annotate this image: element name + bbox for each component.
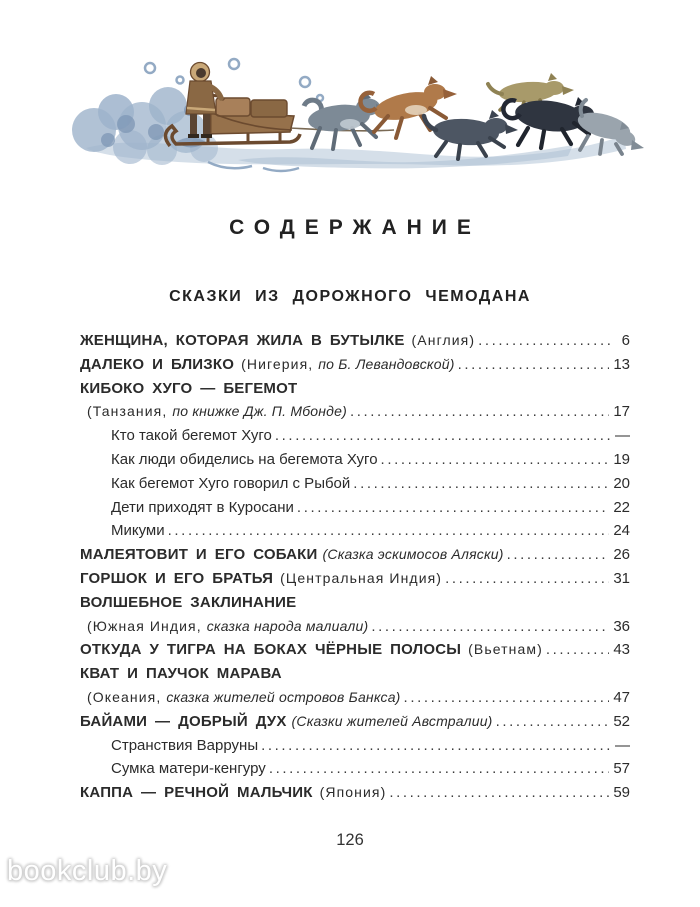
toc-entry xyxy=(80,522,630,546)
section-title: СКАЗКИ ИЗ ДОРОЖНОГО ЧЕМОДАНА xyxy=(169,288,531,305)
toc-entry-page: 13 xyxy=(613,355,630,373)
toc-entry xyxy=(80,332,630,356)
dot-leader xyxy=(445,570,609,587)
toc-entry xyxy=(80,427,630,451)
toc-entry-note: (Вьетнам) xyxy=(468,641,543,658)
toc-entry-page: 57 xyxy=(613,760,630,778)
toc-entry-title: КВАТ И ПАУЧОК МАРАВА xyxy=(80,665,282,683)
toc-entry-page: 36 xyxy=(613,617,630,635)
toc-entry xyxy=(80,784,630,808)
toc-entry-page: 47 xyxy=(613,688,630,706)
toc-entry-note-italic: сказка народа малиали) xyxy=(206,617,369,634)
dot-leader xyxy=(168,522,610,539)
toc-entry-note: (Япония) xyxy=(319,784,387,801)
dog-sled-illustration-svg xyxy=(58,50,648,178)
dot-leader xyxy=(404,689,610,706)
dot-leader xyxy=(297,499,609,516)
toc-entry xyxy=(80,641,630,665)
dog-sled-illustration xyxy=(58,50,648,178)
toc-entry-title: Странствия Варруны xyxy=(111,736,259,754)
toc-entry-title: ОТКУДА У ТИГРА НА БОКАХ ЧЁРНЫЕ ПОЛОСЫ xyxy=(80,641,462,659)
toc-entry-note-italic: по книжке Дж. П. Мбонде) xyxy=(172,403,347,420)
toc-entry xyxy=(80,713,630,737)
dot-leader xyxy=(350,403,609,420)
toc-entry xyxy=(80,665,630,689)
toc-entry-note-italic: (Сказка эскимосов Аляски) xyxy=(322,546,504,563)
toc-entry-page: 6 xyxy=(621,332,630,349)
toc-entry-page: 52 xyxy=(613,712,630,730)
toc-entry-title: ВОЛШЕБНОЕ ЗАКЛИНАНИЕ xyxy=(80,593,297,611)
toc-entry xyxy=(80,618,630,642)
toc-entry-page: — xyxy=(615,427,630,445)
toc-entry xyxy=(80,570,630,594)
dot-leader xyxy=(478,332,610,349)
toc-entry-title: КАППА — РЕЧНОЙ МАЛЬЧИК xyxy=(80,784,313,802)
toc-entry-note: (Англия) xyxy=(411,332,476,348)
toc-entry-title: Как люди обиделись на бегемота Хуго xyxy=(111,450,378,468)
dot-leader xyxy=(546,641,609,658)
toc-entry xyxy=(80,475,630,499)
toc-entry-page: 22 xyxy=(613,498,630,516)
toc-entry xyxy=(80,403,630,427)
toc-entry-title: ГОРШОК И ЕГО БРАТЬЯ xyxy=(80,569,274,587)
toc-entry-title: Сумка матери-кенгуру xyxy=(111,760,266,778)
toc-entry-title: МАЛЕЯТОВИТ И ЕГО СОБАКИ xyxy=(80,546,318,564)
toc-entry xyxy=(80,380,630,404)
toc-entry-note: (Центральная Индия) xyxy=(280,569,443,586)
contents-title: СОДЕРЖАНИЕ xyxy=(229,216,481,239)
toc-entry-page: 24 xyxy=(613,522,630,540)
toc-entry-page: 31 xyxy=(613,569,630,587)
watermark: bookclub.by xyxy=(7,855,168,887)
toc-entry-note-italic: по Б. Левандовской) xyxy=(318,355,455,372)
toc-entry-title: ЖЕНЩИНА, КОТОРАЯ ЖИЛА В БУТЫЛКЕ xyxy=(80,332,405,349)
toc-entry-note: (Нигерия, xyxy=(241,355,314,372)
dot-leader xyxy=(389,784,609,801)
dot-leader xyxy=(381,451,610,468)
dot-leader xyxy=(371,618,609,635)
toc-entry xyxy=(80,594,630,618)
toc-entry-page: 26 xyxy=(613,546,630,564)
toc-entry-note-italic: сказка жителей островов Банкса) xyxy=(166,688,401,705)
toc-entry-page: 59 xyxy=(613,784,630,802)
toc-entry-note: (Океания, xyxy=(87,688,162,705)
toc-entry-page: 20 xyxy=(613,474,630,492)
dot-leader xyxy=(269,760,610,777)
toc-entry-page: 19 xyxy=(613,450,630,468)
toc-entry xyxy=(80,451,630,475)
page-number: 126 xyxy=(336,831,364,849)
dot-leader xyxy=(261,737,610,754)
toc-entry-title: Как бегемот Хуго говорил с Рыбой xyxy=(111,474,351,492)
toc-entry-note-italic: (Сказки жителей Австралии) xyxy=(291,712,493,729)
toc-entry-page: 43 xyxy=(613,641,630,659)
toc-entry xyxy=(80,737,630,761)
toc-entry xyxy=(80,760,630,784)
toc-entry-note: (Танзания, xyxy=(87,403,168,420)
toc-entry-title: Дети приходят в Куросани xyxy=(111,498,294,516)
toc-entry-page: — xyxy=(615,736,630,754)
toc-entry-title: ДАЛЕКО И БЛИЗКО xyxy=(80,355,235,373)
dot-leader xyxy=(353,475,609,492)
toc-entry-note: (Южная Индия, xyxy=(87,617,202,634)
toc-entry xyxy=(80,689,630,713)
dot-leader xyxy=(496,713,610,730)
toc-entry xyxy=(80,546,630,570)
dot-leader xyxy=(275,427,610,444)
toc-entry-title: Кто такой бегемот Хуго xyxy=(111,427,272,445)
toc-entry-page: 17 xyxy=(613,403,630,421)
toc-entry xyxy=(80,356,630,380)
dot-leader xyxy=(458,356,610,373)
toc-list xyxy=(80,332,630,808)
toc-entry-title: БАЙАМИ — ДОБРЫЙ ДУХ xyxy=(80,712,287,730)
toc-entry-title: КИБОКО ХУГО — БЕГЕМОТ xyxy=(80,379,298,397)
toc-entry xyxy=(80,499,630,523)
dot-leader xyxy=(507,546,610,563)
toc-entry-title: Микуми xyxy=(111,522,165,540)
